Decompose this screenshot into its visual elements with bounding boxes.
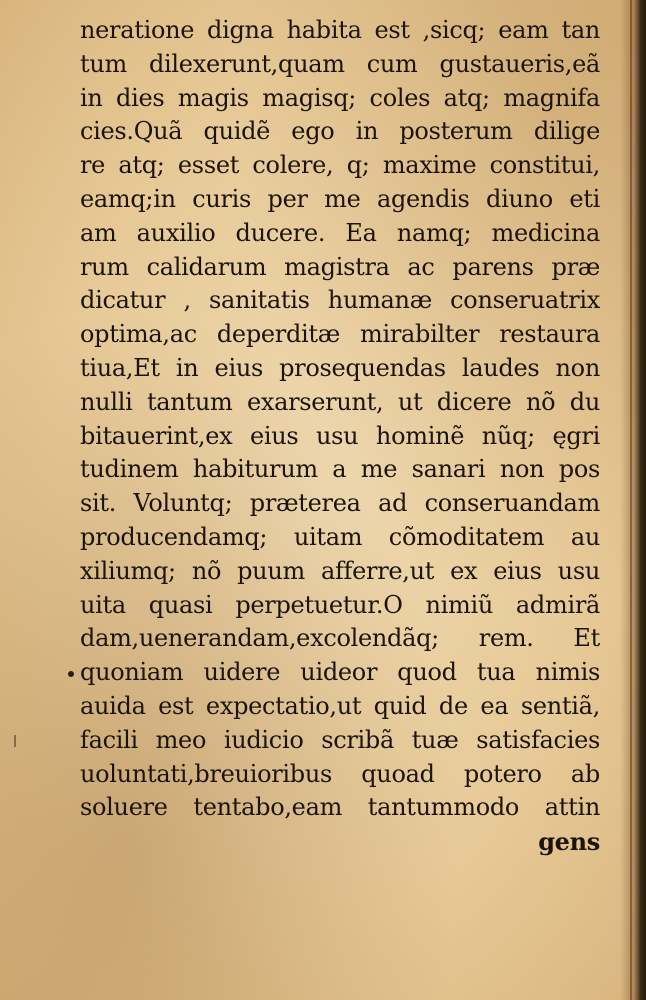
text-line-23: uoluntati,breuioribus quoad potero ab — [80, 759, 600, 788]
text-block — [80, 14, 600, 859]
text-line-21: auida est expectatio,ut quid de ea sentiã, — [80, 691, 600, 720]
text-line-24: soluere tentabo,eam tantummodo attin — [80, 793, 600, 822]
binding-shadow — [620, 0, 646, 1000]
text-line-17: xiliumq; nõ puum afferre,ut ex eius usu — [80, 556, 600, 585]
text-line-19: dam,uenerandam,excolendãq; rem. Et — [80, 624, 600, 653]
text-line-2: tum dilexerunt,quam cum gustaueris,eã — [80, 49, 600, 78]
text-line-13: bitauerint,ex eius usu hominẽ nũq; ęgri — [80, 421, 600, 450]
text-line-12: nulli tantum exarserunt, ut dicere nõ du — [80, 387, 600, 416]
text-line-16: producendamq; uitam cõmoditatem au — [80, 522, 600, 551]
text-line-5: re atq; esset colere, q; maxime constitui, — [80, 151, 600, 180]
text-line-4: cies.Quã quidẽ ego in posterum dilige — [80, 117, 600, 146]
text-line-8: rum calidarum magistra ac parens præ — [80, 252, 600, 281]
text-line-14: tudinem habiturum a me sanari non pos — [80, 455, 600, 484]
text-line-7: am auxilio ducere. Ea namq; medicina — [80, 218, 600, 247]
text-line-10: optima,ac deperditæ mirabilter restaura — [80, 320, 600, 349]
text-line-9: dicatur , sanitatis humanæ conseruatrix — [80, 286, 600, 315]
text-line-3: in dies magis magisq; coles atq; magnifa — [80, 83, 600, 112]
text-line-11: tiua,Et in eius prosequendas laudes non — [80, 353, 600, 382]
catchword: gens — [538, 827, 600, 857]
text-line-20: quoniam uidere uideor quod tua nimis — [80, 658, 600, 687]
text-line-22: facili meo iudicio scribã tuæ satisfacies — [80, 725, 600, 754]
text-line-6: eamq;in curis per me agendis diuno eti — [80, 184, 600, 213]
text-line-15: sit. Voluntq; præterea ad conseruandam — [80, 489, 600, 518]
text-line-18: uita quasi perpetuetur.O nimiũ admirã — [80, 590, 600, 619]
margin-mark-icon — [14, 735, 16, 747]
text-line-1: neratione digna habita est ,sicq; eam tan — [80, 16, 600, 44]
margin-dot-icon — [68, 671, 74, 677]
